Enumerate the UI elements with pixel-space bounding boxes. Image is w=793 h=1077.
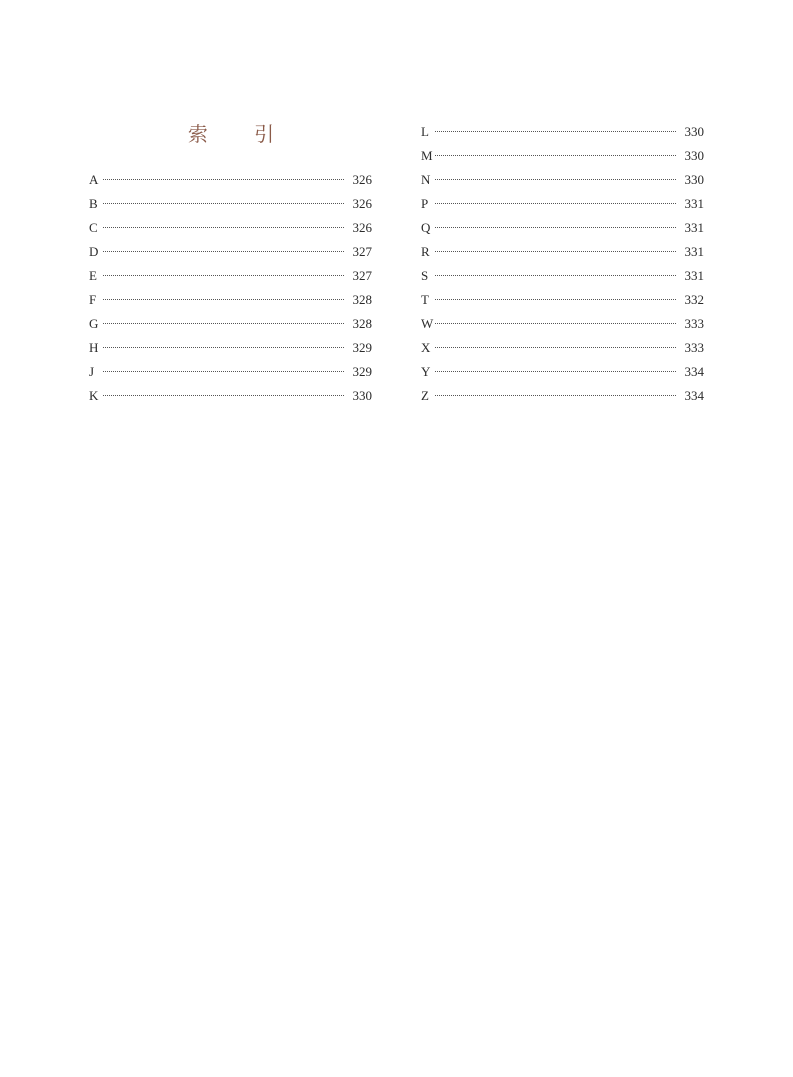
index-entry-letter: D: [89, 244, 99, 259]
index-entry[interactable]: [421, 192, 704, 216]
index-entry[interactable]: [89, 384, 372, 408]
index-entry-page-number: 332: [684, 292, 704, 307]
dot-leader: [103, 179, 344, 180]
dot-leader: [435, 227, 676, 228]
index-entry-page-number: 334: [684, 364, 704, 379]
dot-leader: [103, 203, 344, 204]
index-entry-letter: Q: [421, 220, 431, 235]
index-entry-page-number: 330: [352, 388, 372, 403]
index-entry[interactable]: [89, 312, 372, 336]
dot-leader: [435, 203, 676, 204]
index-entry-letter: J: [89, 364, 95, 379]
index-entry-page-number: 334: [684, 388, 704, 403]
index-entry-page-number: 333: [684, 316, 704, 331]
index-entry[interactable]: [89, 264, 372, 288]
dot-leader: [435, 179, 676, 180]
index-entry-page-number: 331: [684, 196, 704, 211]
index-entry-letter: Z: [421, 388, 429, 403]
dot-leader: [435, 155, 676, 156]
index-column-left: [89, 168, 372, 408]
dot-leader: [435, 347, 676, 348]
index-entry-letter: F: [89, 292, 97, 307]
index-entry-letter: M: [421, 148, 433, 163]
page-title: 索 引: [187, 122, 295, 146]
index-entry[interactable]: [421, 144, 704, 168]
dot-leader: [435, 299, 676, 300]
index-entry-letter: H: [89, 340, 99, 355]
index-entry-page-number: 326: [352, 220, 372, 235]
index-entry[interactable]: [89, 288, 372, 312]
dot-leader: [103, 227, 344, 228]
index-entry[interactable]: [421, 168, 704, 192]
index-entry[interactable]: [89, 360, 372, 384]
index-entry-page-number: 330: [684, 172, 704, 187]
index-entry[interactable]: [89, 192, 372, 216]
index-entry-letter: Y: [421, 364, 431, 379]
dot-leader: [435, 275, 676, 276]
index-entry-page-number: 333: [684, 340, 704, 355]
index-entry-letter: L: [421, 124, 429, 139]
dot-leader: [435, 371, 676, 372]
index-entry-page-number: 328: [352, 316, 372, 331]
dot-leader: [103, 299, 344, 300]
index-entry-letter: N: [421, 172, 431, 187]
index-entry-page-number: 331: [684, 268, 704, 283]
index-entry[interactable]: [421, 264, 704, 288]
dot-leader: [435, 323, 676, 324]
index-entry[interactable]: [421, 384, 704, 408]
index-entry-letter: P: [421, 196, 429, 211]
index-entry-page-number: 326: [352, 172, 372, 187]
index-entry-page-number: 331: [684, 220, 704, 235]
index-entry-page-number: 329: [352, 340, 372, 355]
index-entry[interactable]: [89, 336, 372, 360]
index-entry-letter: T: [421, 292, 429, 307]
index-entry-letter: K: [89, 388, 99, 403]
index-entry-letter: G: [89, 316, 99, 331]
dot-leader: [103, 275, 344, 276]
dot-leader: [103, 323, 344, 324]
index-entry-page-number: 331: [684, 244, 704, 259]
index-entry-page-number: 330: [684, 148, 704, 163]
index-entry[interactable]: [89, 216, 372, 240]
dot-leader: [103, 251, 344, 252]
dot-leader: [103, 395, 344, 396]
index-entry-page-number: 327: [352, 268, 372, 283]
index-entry-page-number: 328: [352, 292, 372, 307]
index-entry-page-number: 329: [352, 364, 372, 379]
dot-leader: [103, 347, 344, 348]
index-entry-letter: R: [421, 244, 430, 259]
index-entry[interactable]: [421, 240, 704, 264]
dot-leader: [435, 131, 676, 132]
dot-leader: [435, 251, 676, 252]
index-entry[interactable]: [89, 240, 372, 264]
index-entry[interactable]: [421, 336, 704, 360]
dot-leader: [435, 395, 676, 396]
index-entry-letter: S: [421, 268, 429, 283]
index-column-right: [421, 120, 704, 408]
index-entry[interactable]: [421, 312, 704, 336]
index-entry[interactable]: [89, 168, 372, 192]
index-entry[interactable]: [421, 288, 704, 312]
index-entry-page-number: 330: [684, 124, 704, 139]
index-entry[interactable]: [421, 120, 704, 144]
index-entry[interactable]: [421, 360, 704, 384]
index-entry-page-number: 326: [352, 196, 372, 211]
index-entry-letter: X: [421, 340, 431, 355]
index-entry-letter: B: [89, 196, 98, 211]
index-entry-letter: E: [89, 268, 97, 283]
index-entry-letter: A: [89, 172, 99, 187]
index-entry-letter: C: [89, 220, 98, 235]
index-entry-page-number: 327: [352, 244, 372, 259]
index-entry[interactable]: [421, 216, 704, 240]
index-entry-letter: W: [421, 316, 434, 331]
dot-leader: [103, 371, 344, 372]
